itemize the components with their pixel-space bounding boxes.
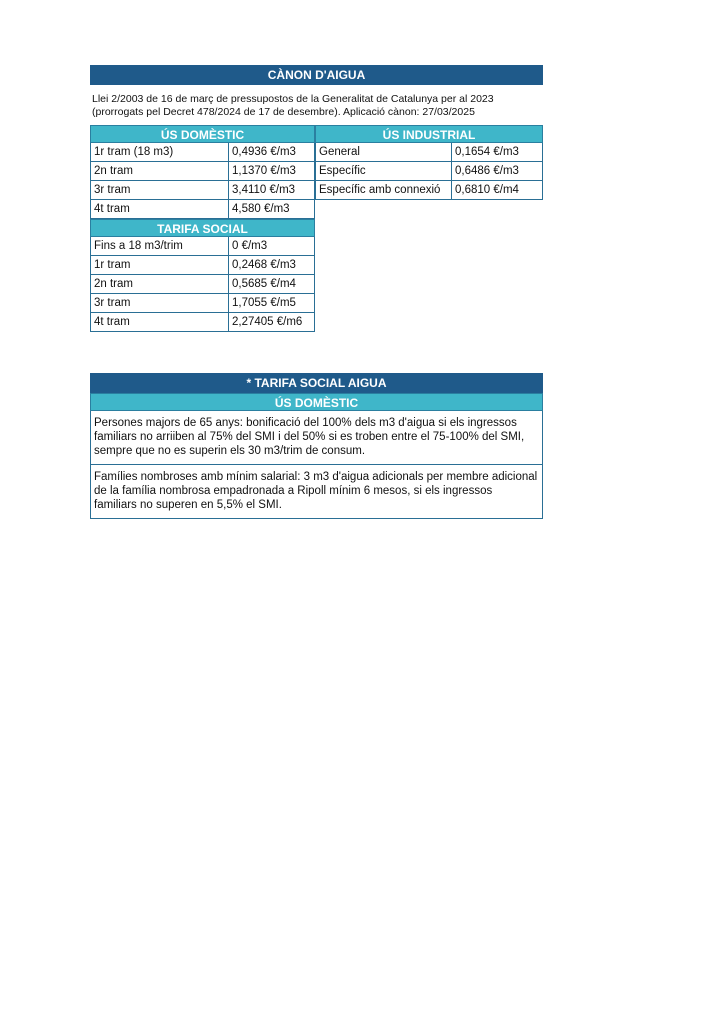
social-water-title: * TARIFA SOCIAL AIGUA <box>90 373 543 393</box>
row-value: 2,27405 €/m6 <box>232 316 303 328</box>
row-label: Específic amb connexió <box>316 181 452 199</box>
row-label: 1r tram (18 m3) <box>91 143 229 161</box>
table-row <box>90 162 315 181</box>
table-row <box>315 143 543 162</box>
table-row <box>90 256 315 275</box>
table-row <box>315 162 543 181</box>
table-row <box>90 143 315 162</box>
domestic-header: ÚS DOMÈSTIC <box>90 125 315 143</box>
row-value: 0 €/m3 <box>232 240 268 252</box>
table-row <box>90 237 315 256</box>
table-row <box>315 181 543 200</box>
legal-line-1: Llei 2/2003 de 16 de març de pressupostos de la Generalitat de Catalunya per al 2023 <box>92 93 494 105</box>
canon-section <box>90 65 543 339</box>
row-value: 1,1370 €/m3 <box>232 165 296 177</box>
row-value: 4,580 €/m3 <box>232 203 290 215</box>
legal-line-2: (prorrogats pel Decret 478/2024 de 17 de desembre). Aplicació cànon: 27/03/2025 <box>92 106 475 118</box>
row-label: 2n tram <box>91 162 229 180</box>
row-value: 0,1654 €/m3 <box>455 146 519 158</box>
row-value: 0,5685 €/m4 <box>232 278 296 290</box>
row-value: 3,4110 €/m3 <box>232 184 296 196</box>
row-label: General <box>316 143 452 161</box>
social-water-subheader: ÚS DOMÈSTIC <box>90 393 543 411</box>
row-label: Específic <box>316 162 452 180</box>
row-label: Fins a 18 m3/trim <box>91 237 229 255</box>
row-label: 4t tram <box>91 313 229 331</box>
table-row <box>90 313 315 332</box>
elderly-note: Persones majors de 65 anys: bonificació del 100% dels m3 d'aigua si els ingressos familiars no arriiben al 75% del SMI i del 50% si es troben entre el 75-100% del SMI, sempre que no es superin els 30 m3/trim de consum. <box>90 411 543 465</box>
row-value: 1,7055 €/m5 <box>232 297 296 309</box>
row-value: 0,4936 €/m3 <box>232 146 296 158</box>
table-row <box>90 294 315 313</box>
table-row <box>90 181 315 200</box>
row-label: 2n tram <box>91 275 229 293</box>
row-label: 3r tram <box>91 181 229 199</box>
domestic-column <box>90 125 315 332</box>
row-value: 0,6810 €/m4 <box>455 184 519 196</box>
row-label: 1r tram <box>91 256 229 274</box>
legal-reference <box>90 85 543 125</box>
industrial-header: ÚS INDUSTRIAL <box>315 125 543 143</box>
social-water-section <box>90 373 543 519</box>
table-row <box>90 200 315 219</box>
row-value: 0,2468 €/m3 <box>232 259 296 271</box>
row-label: 4t tram <box>91 200 229 218</box>
canon-tables <box>90 125 543 339</box>
canon-title: CÀNON D'AIGUA <box>90 65 543 85</box>
industrial-column <box>315 125 543 200</box>
social-tariff-header: TARIFA SOCIAL <box>90 219 315 237</box>
table-row <box>90 275 315 294</box>
large-families-note: Famílies nombroses amb mínim salarial: 3 m3 d'aigua adicionals per membre adicional de la família nombrosa empadronada a Ripoll mínim 6 mesos, si els ingressos familiars no superen en 5,5% el SMI. <box>90 465 543 519</box>
row-label: 3r tram <box>91 294 229 312</box>
row-value: 0,6486 €/m3 <box>455 165 519 177</box>
